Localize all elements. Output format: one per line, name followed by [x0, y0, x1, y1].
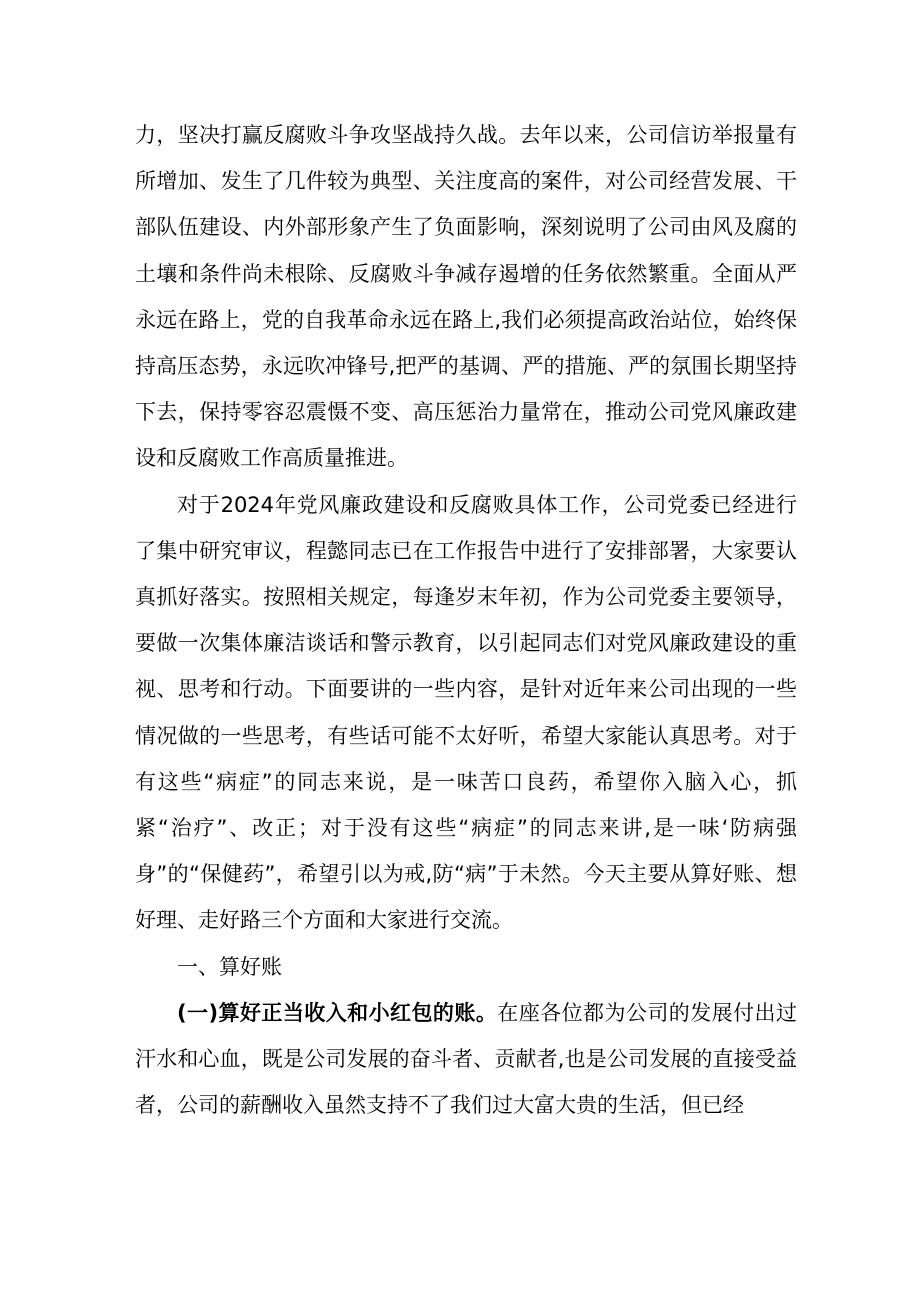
section-heading-1: 一、算好账 — [177, 954, 282, 979]
subsection-heading-1: (一)算好正当收入和小红包的账。 — [177, 1000, 498, 1025]
paragraph-continuation: 力，坚决打赢反腐败斗争攻坚战持久战。去年以来，公司信访举报量有所增加、发生了几件较为典型、关注度高的案件，对公司经营发展、干部队伍建设、内外部形象产生了负面影响，深刻说明了公司由风及腐的土壤和条件尚未根除、反腐败斗争减存遏增的任务依然繁重。全面从严永远在路上，党的自我革命永远在路上,我们必须提高政治站位，始终保持高压态势，永远吹冲锋号,把严的基调、严的措施、严的氛围长期坚持下去，保持零容忍震慑不变、高压惩治力量常在，推动公司党风廉政建设和反腐败工作高质量推进。 — [135, 123, 797, 471]
subsection-body-1: 在座各位都为公司的发展付出过汗水和心血，既是公司发展的奋斗者、贡献者,也是公司发展的直接受益者，公司的薪酬收入虽然支持不了我们过大富大贵的生活，但已经 — [135, 1000, 798, 1118]
paragraph-2024-work: 对于2024年党风廉政建设和反腐败具体工作，公司党委已经进行了集中研究审议，程懿同志已在工作报告中进行了安排部署，大家要认真抓好落实。按照相关规定，每逢岁末年初，作为公司党委主要领导，要做一次集体廉洁谈话和警示教育，以引起同志们对党风廉政建设的重视、思考和行动。下面要讲的一些内容，是针对近年来公司出现的一些情况做的一些思考，有些话可能不太好听，希望大家能认真思考。对于有这些“病症”的同志来说，是一味苦口良药，希望你入脑入心，抓紧“治疗”、改正；对于没有这些“病症”的同志来讲,是一味‘防病强身”的“保健药”，希望引以为戒,防“病”于未然。今天主要从算好账、想好理、走好路三个方面和大家进行交流。 — [135, 492, 797, 933]
document-body — [135, 112, 797, 1128]
paragraph-subsection-1 — [135, 990, 797, 1129]
